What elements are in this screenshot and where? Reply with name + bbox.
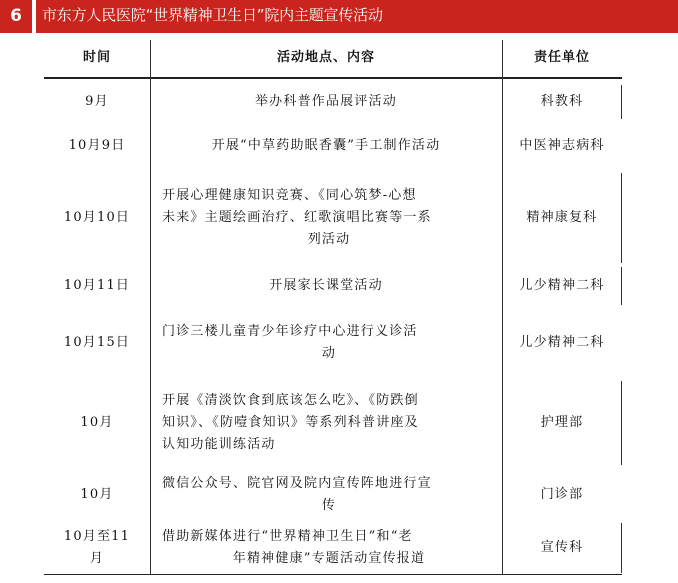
unit-cell: 宣传科 bbox=[540, 540, 584, 555]
activity-cell: 开展家长课堂活动 bbox=[269, 278, 383, 293]
activity-cell bbox=[150, 471, 502, 519]
activity-table bbox=[44, 40, 622, 575]
table-row bbox=[44, 267, 622, 305]
activity-line: 微信公众号、院官网及院内宣传阵地进行宣 bbox=[162, 476, 432, 491]
activity-cell bbox=[150, 310, 502, 376]
column-divider bbox=[621, 85, 622, 119]
activity-line: 列活动 bbox=[307, 232, 351, 247]
activity-line: 借助新媒体进行“世界精神卫生日”和“老 bbox=[162, 529, 413, 544]
activity-line: 未来》主题绘画治疗、红歌演唱比赛等一系 bbox=[162, 210, 432, 225]
activity-line: 认知功能训练活动 bbox=[162, 437, 276, 452]
activity-line: 传 bbox=[321, 498, 337, 513]
activity-cell bbox=[150, 381, 502, 465]
unit-cell: 儿少精神二科 bbox=[519, 278, 605, 293]
table-row bbox=[44, 85, 622, 119]
time-line: 10月至11 bbox=[63, 529, 131, 544]
section-header bbox=[0, 0, 678, 33]
unit-cell: 中医神志病科 bbox=[519, 138, 605, 153]
activity-line: 开展《清淡饮食到底该怎么吃》、《防跌倒 bbox=[162, 393, 419, 408]
time-cell: 10月10日 bbox=[63, 210, 131, 225]
unit-cell: 精神康复科 bbox=[526, 210, 598, 225]
time-cell: 9月 bbox=[85, 94, 109, 109]
activity-line: 开展心理健康知识竞赛、《同心筑梦-心想 bbox=[162, 188, 417, 203]
table-row bbox=[44, 471, 622, 519]
time-line: 月 bbox=[89, 551, 105, 566]
activity-cell bbox=[150, 523, 502, 573]
table-row bbox=[44, 523, 622, 573]
time-cell: 10月9日 bbox=[68, 138, 126, 153]
activity-cell: 举办科普作品展评活动 bbox=[254, 94, 397, 109]
activity-line: 动 bbox=[321, 346, 337, 361]
column-header-time: 时间 bbox=[82, 49, 111, 65]
column-divider bbox=[502, 40, 503, 574]
table-row bbox=[44, 173, 622, 263]
column-header-activity: 活动地点、内容 bbox=[276, 49, 375, 65]
time-cell: 10月11日 bbox=[63, 278, 131, 293]
title-bar bbox=[36, 0, 678, 33]
time-cell: 10月 bbox=[80, 487, 114, 502]
table-header-row bbox=[44, 40, 622, 75]
activity-line: 年精神健康”专题活动宣传报道 bbox=[232, 551, 426, 566]
table-row bbox=[44, 123, 622, 169]
column-divider bbox=[621, 523, 622, 573]
column-divider bbox=[621, 267, 622, 305]
table-row bbox=[44, 381, 622, 465]
unit-cell: 儿少精神二科 bbox=[519, 335, 605, 350]
table-bottom-rule bbox=[44, 574, 622, 575]
header-bottom-rule bbox=[44, 77, 622, 79]
table-row bbox=[44, 310, 622, 376]
page-title: 市东方人民医院“世界精神卫生日”院内主题宣传活动 bbox=[42, 6, 383, 24]
time-cell: 10月 bbox=[80, 415, 114, 430]
unit-cell: 科教科 bbox=[540, 94, 584, 109]
time-cell bbox=[44, 523, 150, 573]
activity-cell bbox=[150, 173, 502, 263]
activity-line: 门诊三楼儿童青少年诊疗中心进行义诊活 bbox=[162, 324, 418, 339]
section-number-badge: 6 bbox=[0, 0, 32, 33]
column-header-unit: 责任单位 bbox=[533, 49, 590, 65]
time-cell: 10月15日 bbox=[63, 335, 131, 350]
activity-cell: 开展“中草药助眠香囊”手工制作活动 bbox=[211, 138, 441, 153]
activity-line: 知识》、《防噎食知识》等系列科普讲座及 bbox=[162, 415, 419, 430]
column-divider bbox=[621, 173, 622, 263]
unit-cell: 门诊部 bbox=[540, 487, 584, 502]
unit-cell: 护理部 bbox=[540, 415, 584, 430]
column-divider bbox=[621, 381, 622, 465]
column-divider bbox=[150, 40, 151, 574]
